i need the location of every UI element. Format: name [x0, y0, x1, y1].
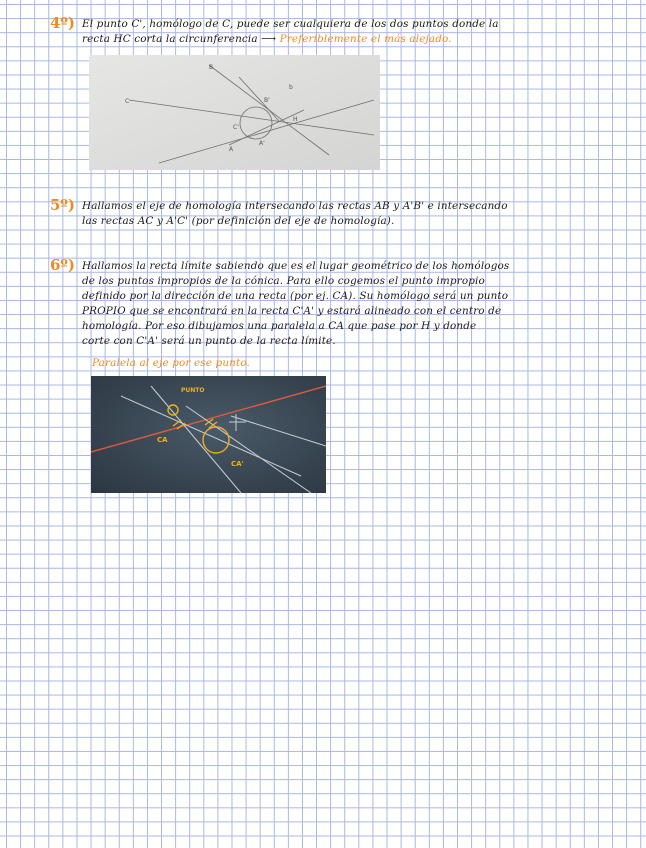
step-4-line-2 — [82, 33, 452, 45]
construction-drawing-1 — [89, 55, 380, 170]
step-6-line-6: corte con C'A' será un punto de la recta límite. — [82, 335, 336, 347]
step-6-line-2: de los puntos impropios de la cónica. Para ello cogemos el punto impropio — [82, 275, 485, 287]
step-6-number: 6º) — [50, 256, 76, 274]
step-5-number: 5º) — [50, 196, 76, 214]
step-6-line-5: homología. Por eso dibujamos una paralela a CA que pase por H y donde — [82, 320, 477, 332]
label-punto: PUNTO — [181, 387, 205, 394]
label-ca-prime: CA' — [231, 460, 244, 468]
label-b-lower: b — [289, 84, 293, 91]
step-6-line-3: definido por la dirección de una recta (por ej. CA). Su homólogo será un punto — [82, 290, 509, 302]
step-4-line-2-text: recta HC corta la circunferencia — [82, 33, 258, 45]
step-5-line-1: Hallamos el eje de homología intersecando las rectas AB y A'B' e intersecando — [82, 200, 508, 212]
step-5-line-2: las rectas AC y A'C' (por definición del eje de homología). — [82, 215, 395, 227]
step-4-note: Preferiblemente el más alejado. — [279, 33, 452, 45]
label-a: A — [229, 146, 234, 153]
construction-photo-1 — [89, 55, 380, 170]
step-4-line-1: El punto C', homólogo de C, puede ser cualquiera de los dos puntos donde la — [82, 18, 499, 30]
label-b-prime: B' — [264, 97, 270, 104]
step-6-note: Paralela al eje por ese punto. — [92, 357, 251, 369]
step-6-line-4: PROPIO que se encontrará en la recta C'A' y estará alineado con el centro de — [82, 305, 502, 317]
label-c: C — [125, 98, 130, 105]
label-h: H — [293, 116, 298, 123]
step-6-line-1: Hallamos la recta límite sabiendo que es el lugar geométrico de los homólogos — [82, 260, 510, 272]
step-4-number: 4º) — [50, 14, 76, 32]
construction-drawing-2 — [91, 376, 326, 493]
label-c-prime: C' — [233, 124, 239, 131]
arrow-icon: ⟶ — [261, 33, 277, 45]
label-b: B — [209, 64, 214, 71]
label-a-prime: A' — [259, 140, 265, 147]
label-ca: CA — [157, 436, 168, 444]
construction-photo-2 — [91, 376, 326, 493]
